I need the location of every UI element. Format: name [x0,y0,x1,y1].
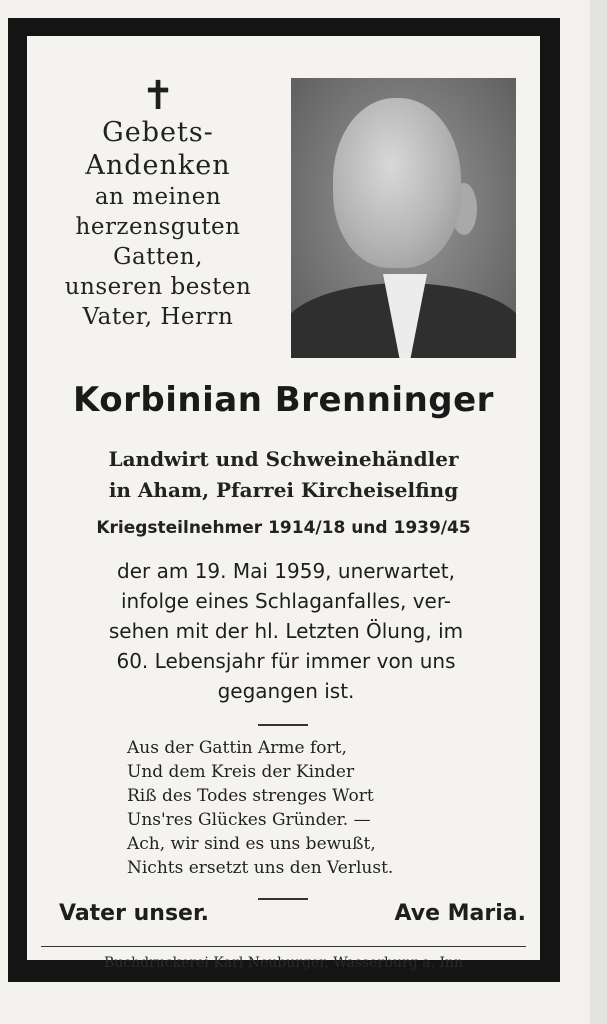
poem-line-1: Aus der Gattin Arme fort, [127,738,347,758]
cross-icon: ✝ [141,73,175,119]
black-border-frame [8,18,560,982]
heading-line-2: Andenken [85,150,231,181]
heading-line-1: Gebets- [102,117,214,148]
occupation-block [27,444,540,506]
bio-line-4: 60. Lebensjahr für immer von uns [116,649,456,673]
poem-line-5: Ach, wir sind es uns bewußt, [127,834,376,854]
biography-block [63,556,509,706]
poem-line-6: Nichts ersetzt uns den Verlust. [127,858,394,878]
heading-line-4: herzensguten [75,214,241,240]
occupation-line-2: in Aham, Pfarrei Kircheiselfing [108,478,459,502]
deceased-name: Korbinian Brenninger [73,380,494,420]
bio-line-1: der am 19. Mai 1959, unerwartet, [117,559,455,583]
portrait-head [333,98,461,268]
heading-line-3: an meinen [94,184,222,210]
bio-line-3: sehen mit der hl. Letzten Ölung, im [108,619,464,643]
poem-line-3: Riß des Todes strenges Wort [127,786,374,806]
divider-bottom [258,898,308,900]
bio-line-5: gegangen ist. [217,679,355,703]
paper-edge [590,0,607,1024]
poem-line-2: Und dem Kreis der Kinder [127,762,355,782]
prayer-hail-mary: Ave Maria. [394,901,526,926]
heading-line-5: Gatten, [113,244,203,270]
bio-line-2: infolge eines Schlaganfalles, ver- [121,589,451,613]
portrait-photo [291,78,516,358]
divider-top [258,724,308,726]
dedication-block [27,73,289,332]
prayer-our-father: Vater unser. [59,901,210,926]
veteran-line: Kriegsteilnehmer 1914/18 und 1939/45 [96,518,471,538]
heading-line-7: Vater, Herrn [82,304,234,330]
occupation-line-1: Landwirt und Schweinehändler [108,447,459,471]
heading-line-6: unseren besten [64,274,252,300]
printer-rule [41,946,526,947]
printer-imprint: Buchdruckerei Karl Neuburger, Wasserburg a. Inn [103,955,464,971]
card-inner [27,36,540,971]
poem-block [127,736,487,880]
poem-line-4: Uns'res Glückes Gründer. — [127,810,371,830]
